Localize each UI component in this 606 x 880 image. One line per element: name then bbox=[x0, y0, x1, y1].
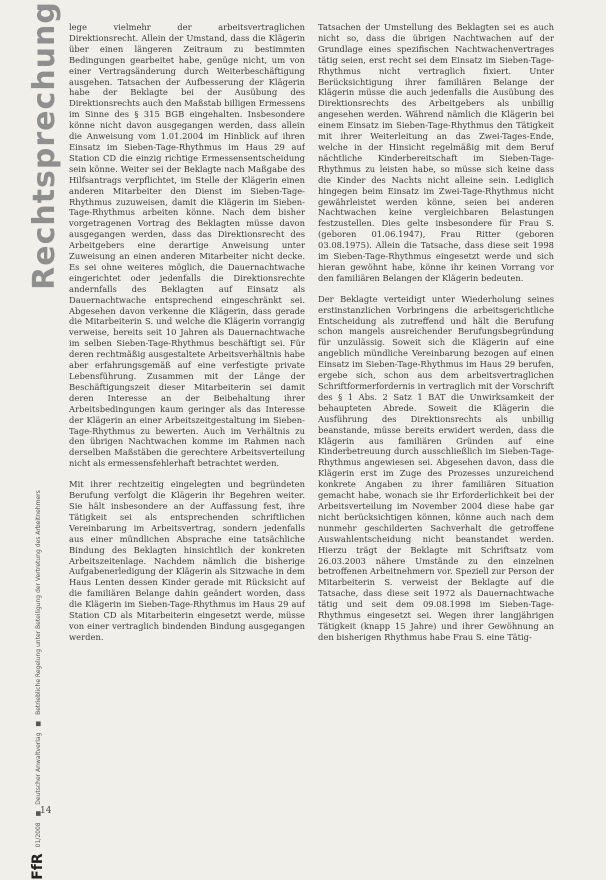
right-text-column bbox=[318, 22, 554, 812]
journal-issue: 01/2008 bbox=[34, 822, 42, 848]
section-title-text: Rechtsprechung bbox=[26, 0, 62, 290]
paragraph: Tatsachen der Umstellung des Beklagten sei es auch nicht so, dass die übrigen Nachtwachen auf der Grundlage eines spezifischen Nachtwachenvertrages tätig seien, erst recht sei dem Einsatz im Sieben-Tage-Rhythmus nicht vertraglich fixiert. Unter Berücksichtigung ihrer familiären Belange der Klägerin müsse die auch jedenfalls die Ausübung des Direktionsrechts des Arbeitgebers als unbillig angesehen werden. Während nämlich die Klägerin bei einem Einsatz im Sieben-Tage-Rhythmus den Tätigkeit mit ihrer Weiterleitung an das Zwei-Tages-Ende, welche in der Hinsicht regelmäßig mit dem Beruf nächtliche Kinderbereitschaft im Sieben-Tage-Rhythmus zu leisten habe, so müsse sich keine dass die Kinder des Nachts nicht alleine sein. Lediglich hingegen beim Einsatz im Zwei-Tage-Rhythmus nicht gewährleistet werden könne, seien bei anderen Nachtwachen keine vergleichbaren Belastungen festzustellen. Dies gelte insbesondere für Frau S. (geboren 01.06.1947), Frau Ritter (geboren 03.08.1975). Allein die Tatsache, dass diese seit 1998 im Sieben-Tage-Rhythmus eingesetzt werde und sich hieran gewöhnt habe, könne ihr keinen Vorrang vor den familiären Belangen der Klägerin bedeuten. bbox=[318, 22, 554, 283]
page-number: 14 bbox=[40, 806, 52, 816]
paragraph: lege vielmehr der arbeitsvertraglichen Direktionsrecht. Allein der Umstand, dass die Klägerin über einen längeren Zeitraum zu bestimmten Bedingungen gearbeitet habe, genüge nicht, um von einer Vertragsänderung durch Weiterbeschäftigung ausgehen. Tatsachen der Aufbesserung der Klägerin habe der Beklagte bei der Ausübung des Direktionsrechts auch den Maßstab billigen Ermessens im Sinne des § 315 BGB eingehalten. Insbesondere könne nicht davon ausgegangen werden, dass allein die Anweisung vom 1.01.2004 im Hinblick auf ihren Einsatz im Sieben-Tage-Rhythmus im Haus 29 auf Station CD die einzig richtige Ermessensentscheidung sein könne. Weiter sei der Beklagte nach Maßgabe des Hilfsantrags verpflichtet, im Stelle der Klägerin einen anderen Mitarbeiter den Dienst im Sieben-Tage-Rhythmus zuzuweisen, damit die Klägerin im Sieben-Tage-Rhythmus arbeiten könne. Nach dem bisher vorgetragenen Vortrag des Beklagten müsse davon ausgegangen werden, dass das Direktionsrecht des Arbeitgebers eine derartige Anweisung unter Zuweisung an einen anderen Mitarbeiter nicht decke. Es sei ohne weiteres möglich, die Dauernachtwache eingerichtet oder jedenfalls die Direktionsrechte andernfalls des Beklagten auf Einsatz als Dauernachtwache entsprechend eingeschränkt sei. Abgesehen davon verkenne die Klägerin, dass gerade die Mitarbeiterin S. und welche die Klägerin vorrangig verweise, bereits seit 10 Jahren als Dauernachtwache im selben Sieben-Tage-Rhythmus beschäftigt sei. Für deren rechtmäßig ausgestaltete Arbeitsverhältnis habe aber erfahrungsgemäß auf eine verfestigte private Lebensführung. Zusammen mit der Länge der Beschäftigungszeit dieser Mitarbeiterin sei damit deren Interesse an der Beibehaltung ihrer Arbeitsbedingungen kaum geringer als das Interesse der Klägerin an einer Arbeitszeitgestaltung im Sieben-Tage-Rhythmus zu bewerten. Auch im Verhältnis zu den übrigen Nachtwachen komme im Rahmen nach derselben Maßstäben die gerechtere Arbeitsverteilung nicht als ermessensfehlerhaft betrachtet werden. bbox=[69, 22, 305, 469]
journal-publisher: Deutscher Anwaltverlag bbox=[34, 732, 42, 805]
left-text-column bbox=[69, 22, 305, 812]
paragraph: Mit ihrer rechtzeitig eingelegten und begründeten Berufung verfolgt die Klägerin ihr Begehren weiter. Sie hält insbesondere an der Auffassung fest, ihre Tätigkeit sei als entsprechenden schriftlichen Vereinbarung im Arbeitsvertrag, sondern jedenfalls aus einer mündlichen Absprache eine tatsächliche Bindung des Beklagten hinsichtlich der konkreten Arbeitszeitenlage. Nachdem nämlich die bisherige Aufgabenerledigung der Klägerin als Sitzwache in dem Haus Lenten dessen Kinder gerade mit Rücksicht auf die familiären Belange dahin geändert worden, dass die Klägerin im Sieben-Tage-Rhythmus im Haus 29 auf Station CD als Mitarbeiterin eingesetzt werde, müsse von einer vertraglich bindenden Bindung ausgegangen werden. bbox=[69, 479, 305, 642]
journal-topic: Betriebliche Regelung unter Beteiligung der Vertretung des Arbeitnehmers bbox=[34, 490, 42, 715]
footer-separator-icon: ■ bbox=[34, 720, 42, 727]
paragraph: Der Beklagte verteidigt unter Wiederholung seines erstinstanzlichen Vorbringens die arbeitsgerichtliche Entscheidung als zutreffend und hält die Berufung schon mangels ausreichender Berufungsbegründung für unzulässig. Soweit sich die Klägerin auf eine angeblich mündliche Vereinbarung bezogen auf einen Einsatz im Sieben-Tage-Rhythmus im Haus 29 berufen, ergebe sich, schon aus dem arbeitsvertraglichen Schriftformerfordernis in vertraglich mit der Vorschrift des § 1 Abs. 2 Satz 1 BAT die Unwirksamkeit der behaupteten Abrede. Soweit die Klägerin die Ausführung des Direktionsrechts als unbillig beanstande, müsse bereits erwidert werden, dass die Klägerin aus familiären Gründen auf eine Kinderbetreuung durch ausschließlich im Sieben-Tage-Rhythmus angewiesen sei. Abgesehen davon, dass die Klägerin erst im Zuge des Prozesses unzureichend konkrete Angaben zu ihrer familiären Situation gemacht habe, wonach sie ihr Erforderlichkeit bei der Arbeitsverteilung im November 2004 diese habe gar nicht berücksichtigen können, könne auch nach dem nunmehr geschilderten Sachverhalt die getroffene Auswahlentscheidung nicht beanstandet werden. Hierzu trägt der Beklagte mit Schriftsatz vom 26.03.2003 nähere Umstände zu den einzelnen betroffenen Arbeitnehmern vor. Speziell zur Person der Mitarbeiterin S. verweist der Beklagte auf die Tatsache, dass diese seit 1972 als Dauernachtwache tätig und seit dem 09.08.1998 im Sieben-Tage-Rhythmus eingesetzt sei. Wegen ihrer langjährigen Tätigkeit (knapp 15 Jahre) und ihrer Gewöhnung an den bisherigen Rhythmus habe Frau S. eine Tätig- bbox=[318, 293, 554, 642]
journal-logo: FfR bbox=[30, 853, 47, 880]
footer-separator-icon: ■ bbox=[34, 810, 42, 817]
section-title bbox=[22, 0, 66, 290]
